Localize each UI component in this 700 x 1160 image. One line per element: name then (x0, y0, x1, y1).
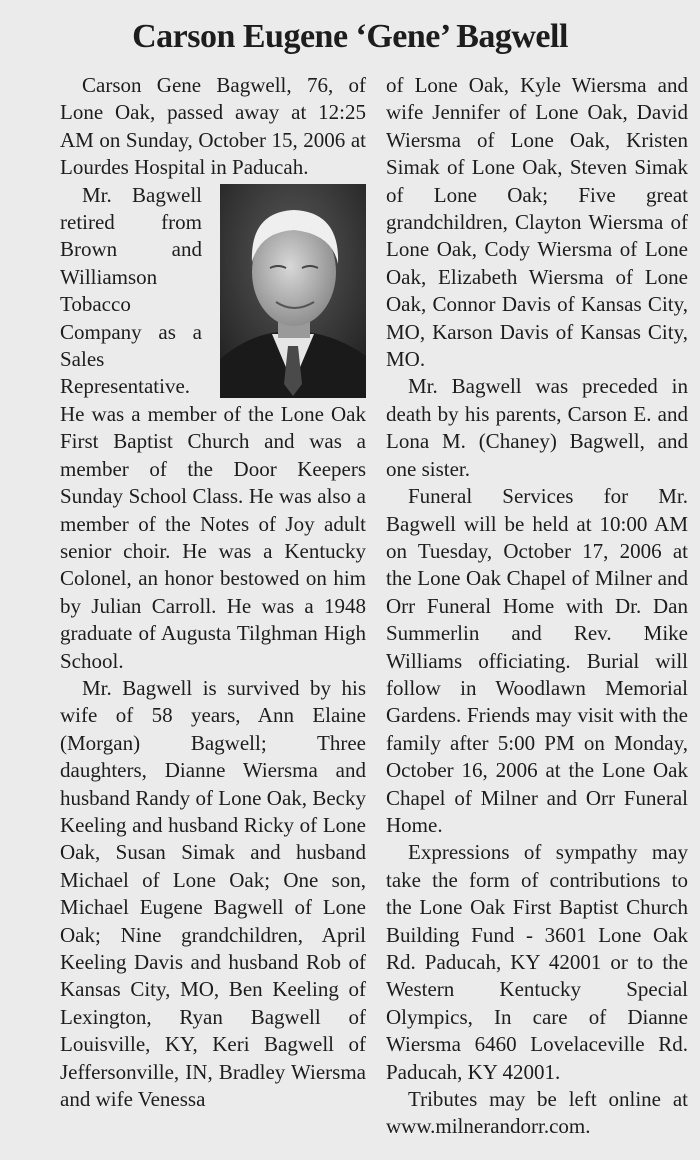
tributes-paragraph: Tributes may be left online at www.milnerandorr.com. (386, 1087, 688, 1139)
sympathy-paragraph: Expressions of sympathy may take the form of contributions to the Lone Oak First Baptist Church Building Fund - 3601 Lone Oak Rd. Paducah, KY 42001 or to the Western Kentucky Special Olympics, In care of Dianne Wiersma 6460 Lovelaceville Rd. Paducah, KY 42001. (386, 840, 688, 1084)
survivors-paragraph: Mr. Bagwell is survived by his wife of 58 years, Ann Elaine (Morgan) Bagwell; Three daughters, Dianne Wiersma and husband Randy of Lone Oak, Becky Keeling and husband Ricky of Lone Oak, Susan Simak and husband Michael of Lone Oak; One son, Michael Eugene Bagwell of Lone Oak; Nine grandchildren, April Keeling Davis and husband Rob of Kansas City, MO, Ben Keeling of Lexington, Ryan Bagwell of Louisville, KY, Keri Bagwell of Jeffersonville, IN, Bradley Wiersma and wife Venessa (60, 675, 366, 1112)
intro-paragraph: Carson Gene Bagwell, 76, of Lone Oak, passed away at 12:25 AM on Sunday, October 15, 2006 at Lourdes Hospital in Paducah. (60, 73, 366, 180)
right-column (386, 72, 688, 1141)
obituary-title: Carson Eugene ‘Gene’ Bagwell (132, 18, 568, 55)
left-column (60, 72, 366, 1113)
portrait-photo (220, 184, 366, 398)
services-paragraph: Funeral Services for Mr. Bagwell will be held at 10:00 AM on Tuesday, October 17, 2006 at the Lone Oak Chapel of Milner and Orr Funeral Home with Dr. Dan Summerlin and Rev. Mike Williams officiating. Burial will follow in Woodlawn Memorial Gardens. Friends may visit with the family after 5:00 PM on Monday, October 16, 2006 at the Lone Oak Chapel of Milner and Orr Funeral Home. (386, 484, 688, 837)
survivors-continued-paragraph: of Lone Oak, Kyle Wiersma and wife Jennifer of Lone Oak, David Wiersma of Lone Oak, Kristen Simak of Lone Oak, Steven Simak of Lone Oak; Five great grandchildren, Clayton Wiersma of Lone Oak, Cody Wiersma of Lone Oak, Elizabeth Wiersma of Lone Oak, Connor Davis of Kansas City, MO, Karson Davis of Kansas City, MO. (386, 73, 688, 372)
preceded-paragraph: Mr. Bagwell was preceded in death by his parents, Carson E. and Lona M. (Chaney) Bagwell, and one sister. (386, 374, 688, 481)
portrait-image (220, 184, 366, 398)
career-paragraph: Mr. Bagwell retired from Brown and Williamson Tobacco Company as a Sales Representative. He was a member of the Lone Oak First Baptist Church and was a member of the Door Keepers Sunday School Class. He was also a member of the Notes of Joy adult senior choir. He was a Kentucky Colonel, an honor bestowed on him by Julian Carroll. He was a 1948 graduate of Augusta Tilghman High School. (60, 182, 366, 673)
